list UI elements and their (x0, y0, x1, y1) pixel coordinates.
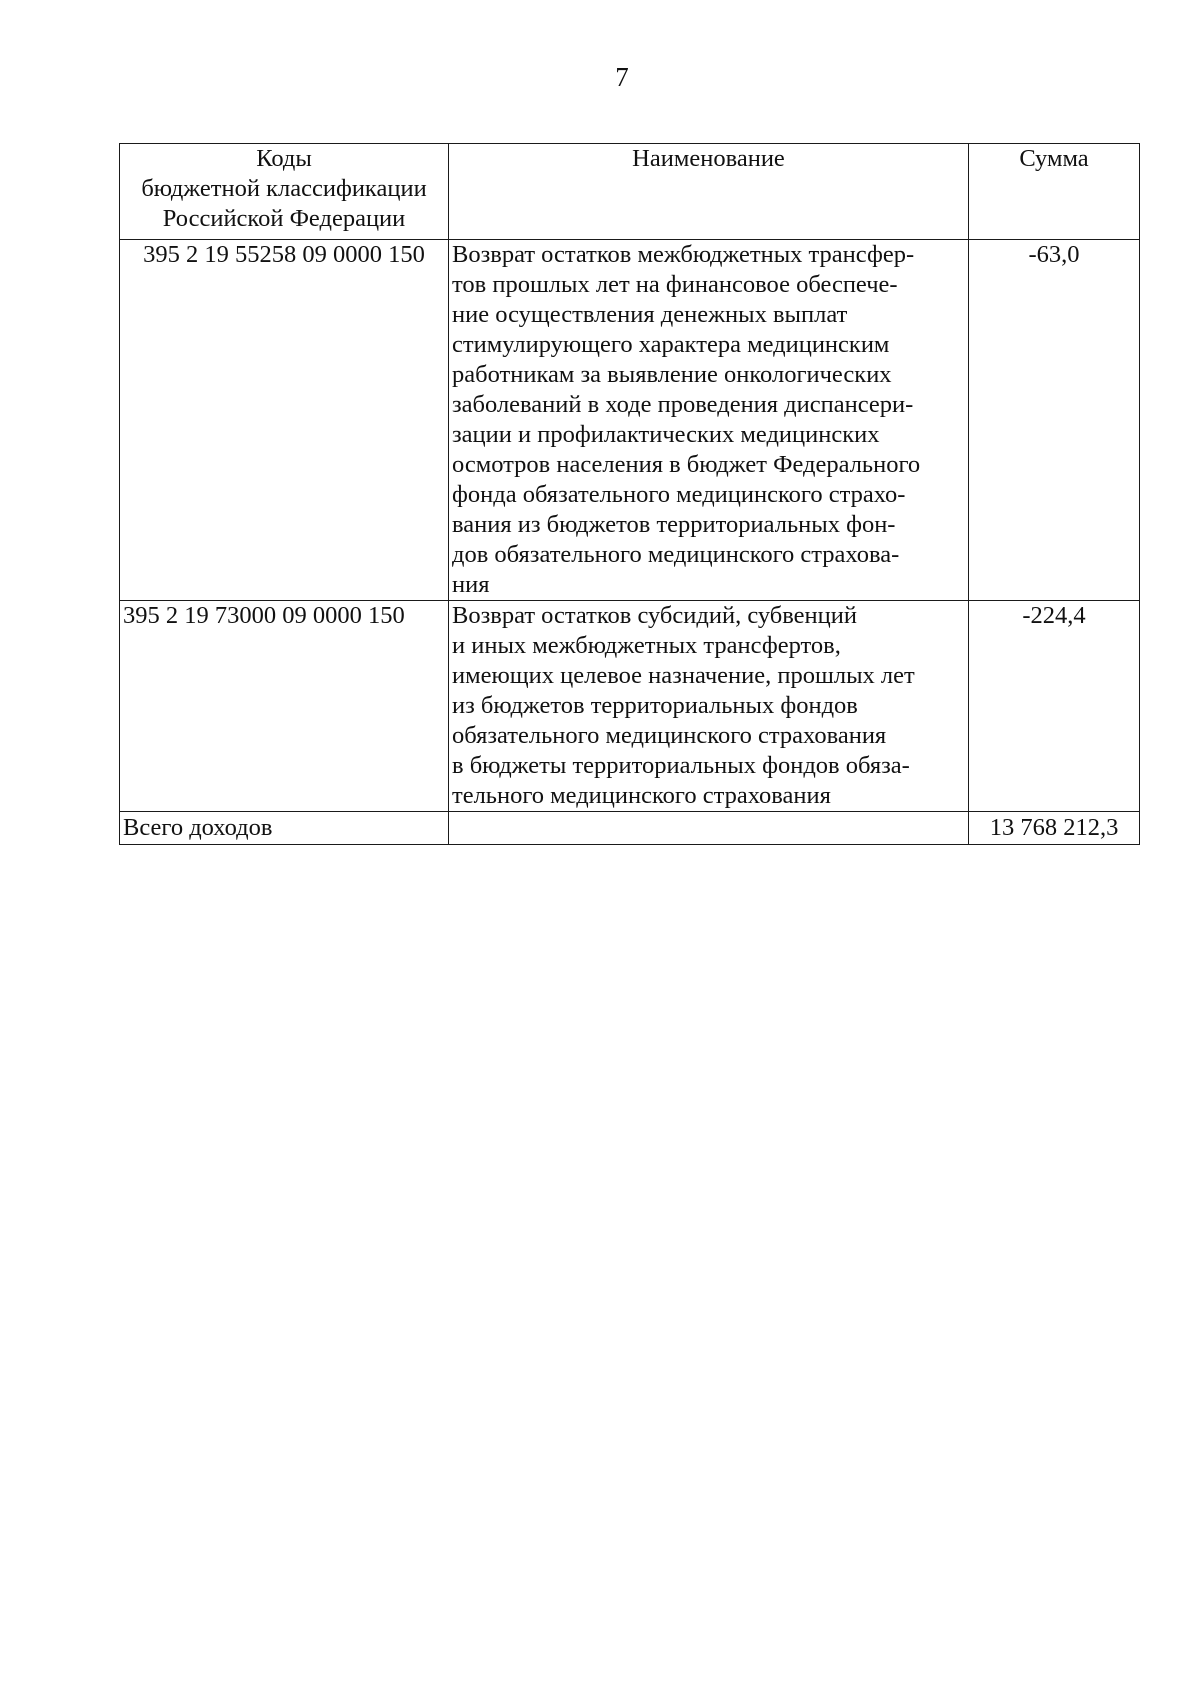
item-name-line: в бюджеты территориальных фондов обяза- (452, 752, 910, 779)
item-name-line: ние осуществления денежных выплат (452, 301, 848, 328)
item-sum: -63,0 (969, 240, 1140, 601)
item-name-line: стимулирующего характера медицинским (452, 331, 890, 358)
total-row (120, 812, 1140, 845)
page-number: 7 (615, 62, 629, 92)
header-sum: Сумма (969, 144, 1140, 240)
item-name (449, 601, 969, 812)
header-codes-line: Российской Федерации (162, 205, 406, 232)
total-sum: 13 768 212,3 (969, 812, 1140, 845)
item-name-line: обязательного медицинского страхования (452, 722, 887, 749)
item-name-line: тельного медицинского страхования (452, 782, 831, 809)
item-name-line: имеющих целевое назначение, прошлых лет (452, 662, 915, 689)
item-name-line: вания из бюджетов территориальных фон- (452, 511, 896, 538)
table-row (120, 601, 1140, 812)
item-name-line: и иных межбюджетных трансфертов, (452, 632, 841, 659)
header-codes (120, 144, 449, 240)
table-header-row (120, 144, 1140, 240)
classification-code: 395 2 19 55258 09 0000 150 (120, 240, 449, 601)
item-name-line: работникам за выявление онкологических (452, 361, 892, 388)
item-name (449, 240, 969, 601)
item-name-line: осмотров населения в бюджет Федерального (452, 451, 921, 478)
item-sum: -224,4 (969, 601, 1140, 812)
budget-revenue-table (119, 143, 1140, 845)
header-codes-line: бюджетной классификации (141, 175, 427, 202)
total-label: Всего доходов (120, 812, 449, 845)
header-name: Наименование (449, 144, 969, 240)
item-name-line: фонда обязательного медицинского страхо- (452, 481, 906, 508)
total-name (449, 812, 969, 845)
item-name-line: Возврат остатков субсидий, субвенций (452, 602, 858, 629)
item-name-line: ния (452, 571, 490, 598)
classification-code: 395 2 19 73000 09 0000 150 (120, 601, 449, 812)
item-name-line: Возврат остатков межбюджетных трансфер- (452, 241, 915, 268)
item-name-line: тов прошлых лет на финансовое обеспече- (452, 271, 898, 298)
item-name-line: зации и профилактических медицинских (452, 421, 880, 448)
header-codes-line: Коды (256, 145, 312, 172)
item-name-line: из бюджетов территориальных фондов (452, 692, 858, 719)
item-name-line: заболеваний в ходе проведения диспансери- (452, 391, 914, 418)
table-row (120, 240, 1140, 601)
item-name-line: дов обязательного медицинского страхова- (452, 541, 900, 568)
